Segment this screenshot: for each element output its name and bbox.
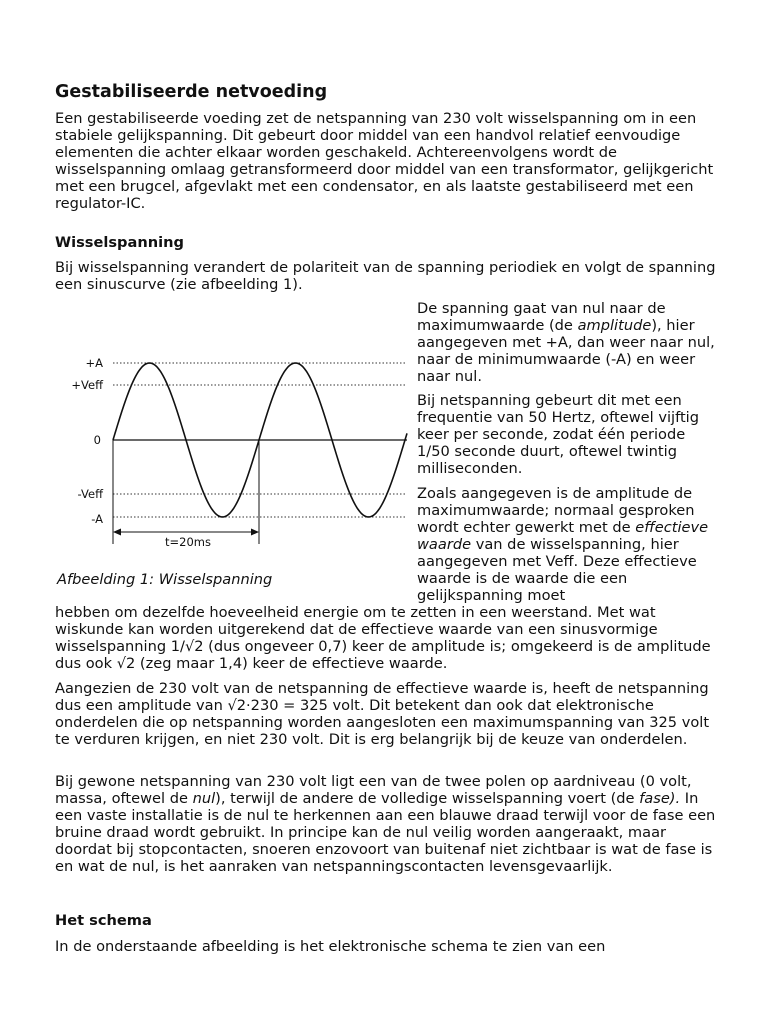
- paragraph-wisselspanning-intro: Bij wisselspanning verandert de polariteit van de spanning periodiek en volgt de spanning een sinuscurve (zie afbeelding 1).: [55, 259, 716, 293]
- period-arrow-head-left: [113, 529, 121, 536]
- label-minus-veff: -Veff: [77, 487, 103, 501]
- label-plus-veff: +Veff: [71, 378, 103, 392]
- period-arrow-head-right: [251, 529, 259, 536]
- side1-text-a: De spanning gaat van nul naar de maximumwaarde (de: [417, 300, 666, 334]
- side1-emphasis: amplitude: [577, 317, 652, 334]
- label-plus-a: +A: [85, 356, 103, 370]
- side1-text-b: ), hier aangegeven met +A, dan weer naar nul, naar de minimumwaarde (-A) en weer naar nul.: [417, 317, 715, 385]
- paragraph-schema-intro: In de onderstaande afbeelding is het elektronische schema te zien van een: [55, 938, 606, 955]
- section-heading-schema: Het schema: [55, 912, 152, 929]
- side3-text-a: Zoals aangegeven is de amplitude de maximumwaarde; normaal gesproken wordt echter gewerkt met de: [417, 485, 695, 536]
- side-paragraph-effective: [417, 485, 717, 604]
- side3-emphasis: effectieve waarde: [417, 519, 709, 553]
- paragraph-nul-fase: [55, 773, 720, 875]
- side3-text-b: van de wisselspanning, hier aangegeven met Veff. Deze effectieve waarde is de waarde die een gelijkspanning moet: [417, 536, 697, 604]
- figure-caption: Afbeelding 1: Wisselspanning: [57, 571, 273, 588]
- para4-text-c: In een vaste installatie is de nul te herkennen aan een blauwe draad terwijl voor de fase een bruine draad wordt gebruikt. In principe kan de nul veilig worden aangeraakt, maar doordat bij stopcontacten, snoeren enzovoort van buitenaf niet zichtbaar is wat de fase is en wat de nul, is het aanraken van netspanningscontacten levensgevaarlijk.: [55, 790, 716, 875]
- sine-wave-figure: [55, 348, 415, 548]
- sine-wave-diagram: [55, 348, 415, 548]
- section-heading-wisselspanning: Wisselspanning: [55, 234, 184, 251]
- page-title: Gestabiliseerde netvoeding: [55, 82, 328, 102]
- intro-paragraph: Een gestabiliseerde voeding zet de netspanning van 230 volt wisselspanning om in een stabiele gelijkspanning. Dit gebeurt door middel van een handvol relatief eenvoudige elementen die achter elkaar worden geschakeld. Achtereenvolgens wordt de wisselspanning omlaag getransformeerd door middel van een transformator, gelijkgericht met een brugcel, afgevlakt met een condensator, en als laatste gestabiliseerd met een regulator-IC.: [55, 110, 714, 212]
- paragraph-effective-continued: hebben om dezelfde hoeveelheid energie om te zetten in een weerstand. Met wat wiskunde kan worden uitgerekend dat de effectieve waarde van een sinusvormige wisselspanning 1/√2 (dus ongeveer 0,7) keer de amplitude is; omgekeerd is de amplitude dus ook √2 (zeg maar 1,4) keer de effectieve waarde.: [55, 604, 711, 672]
- para4-text-b: ), terwijl de andere de volledige wisselspanning voert (de: [215, 790, 640, 807]
- para4-text-a: Bij gewone netspanning van 230 volt ligt een van de twee polen op aardniveau (0 volt, massa, oftewel de: [55, 773, 692, 807]
- label-minus-a: -A: [91, 512, 103, 526]
- para4-emphasis-fase: fase).: [639, 790, 681, 807]
- side-paragraph-frequency: Bij netspanning gebeurt dit met een frequentie van 50 Hertz, oftewel vijftig keer per seconde, zodat één periode 1/50 seconde duurt, oftewel twintig milliseconden.: [417, 392, 700, 477]
- paragraph-amplitude-325: Aangezien de 230 volt van de netspanning de effectieve waarde is, heeft de netspanning dus een amplitude van √2·230 = 325 volt. Dit betekent dan ook dat elektronische onderdelen die op netspanning worden aangesloten een maximumspanning van 325 volt te verduren krijgen, en niet 230 volt. Dit is erg belangrijk bij de keuze van onderdelen.: [55, 680, 710, 748]
- para4-emphasis-nul: nul: [192, 790, 216, 807]
- label-zero: 0: [93, 433, 101, 447]
- side-paragraph-amplitude: [417, 300, 717, 385]
- label-period: t=20ms: [165, 535, 211, 548]
